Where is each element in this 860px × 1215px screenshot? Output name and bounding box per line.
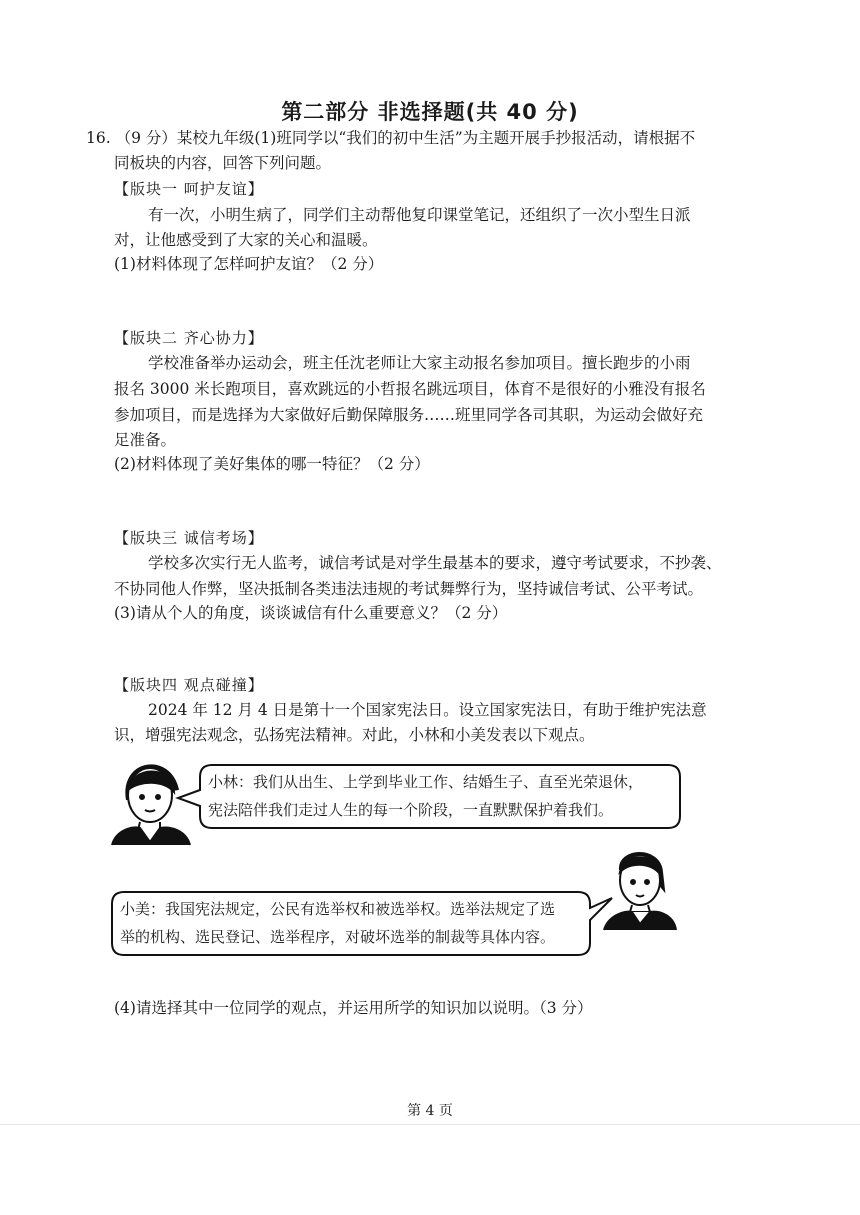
block3-line1: 学校多次实行无人监考，诚信考试是对学生最基本的要求，遵守考试要求，不抄袭、 — [148, 554, 722, 572]
block3-line2: 不协同他人作弊，坚决抵制各类违法违规的考试舞弊行为，坚持诚信考试、公平考试。 — [114, 580, 704, 598]
q16-intro-line1: 16. （9 分）某校九年级(1)班同学以“我们的初中生活”为主题开展手抄报活动，请根据不 — [86, 129, 696, 147]
xiaolin-line2: 宪法陪伴我们走过人生的每一个阶段，一直默默保护着我们。 — [208, 801, 614, 819]
block3-label: 【版块三 诚信考场】 — [114, 529, 264, 547]
block2-line3: 参加项目，而是选择为大家做好后勤保障服务……班里同学各司其职，为运动会做好充 — [114, 406, 704, 424]
xiaomei-line1: 小美：我国宪法规定，公民有选举权和被选举权。选举法规定了选 — [120, 900, 556, 918]
block2-line2: 报名 3000 米长跑项目，喜欢跳远的小哲报名跳远项目，体育不是很好的小雅没有报名 — [114, 380, 706, 398]
section-title: 第二部分 非选择题(共 40 分) — [281, 100, 579, 124]
bottom-divider — [0, 1124, 860, 1125]
xiaomei-line2: 举的机构、选民登记、选举程序，对破坏选举的制裁等具体内容。 — [120, 928, 556, 946]
block2-line1: 学校准备举办运动会，班主任沈老师让大家主动报名参加项目。擅长跑步的小雨 — [148, 354, 691, 372]
xiaolin-line1: 小林：我们从出生、上学到毕业工作、结婚生子、直至光荣退休， — [208, 773, 644, 791]
block4-line2: 识，增强宪法观念，弘扬宪法精神。对此，小林和小美发表以下观点。 — [114, 726, 595, 744]
block4-line1: 2024 年 12 月 4 日是第十一个国家宪法日。设立国家宪法日，有助于维护宪法意 — [148, 701, 707, 719]
page-number: 第 4 页 — [407, 1103, 453, 1119]
xiaolin-figure-icon — [112, 765, 190, 845]
q16-intro-line2: 同板块的内容，回答下列问题。 — [114, 154, 332, 172]
xiaomei-figure-icon — [604, 853, 676, 930]
block2-label: 【版块二 齐心协力】 — [114, 329, 264, 347]
block2-line4: 足准备。 — [114, 431, 177, 449]
question-3: (3)请从个人的角度，谈谈诚信有什么重要意义？（2 分） — [114, 604, 508, 622]
block1-line2: 对，让他感受到了大家的关心和温暖。 — [114, 231, 378, 249]
block4-label: 【版块四 观点碰撞】 — [114, 676, 264, 694]
question-2: (2)材料体现了美好集体的哪一特征？（2 分） — [114, 455, 430, 473]
block1-line1: 有一次，小明生病了，同学们主动帮他复印课堂笔记，还组织了一次小型生日派 — [148, 206, 691, 224]
question-4: (4)请选择其中一位同学的观点，并运用所学的知识加以说明。（3 分） — [114, 999, 593, 1017]
block1-label: 【版块一 呵护友谊】 — [114, 180, 264, 198]
question-1: (1)材料体现了怎样呵护友谊？（2 分） — [114, 255, 384, 273]
